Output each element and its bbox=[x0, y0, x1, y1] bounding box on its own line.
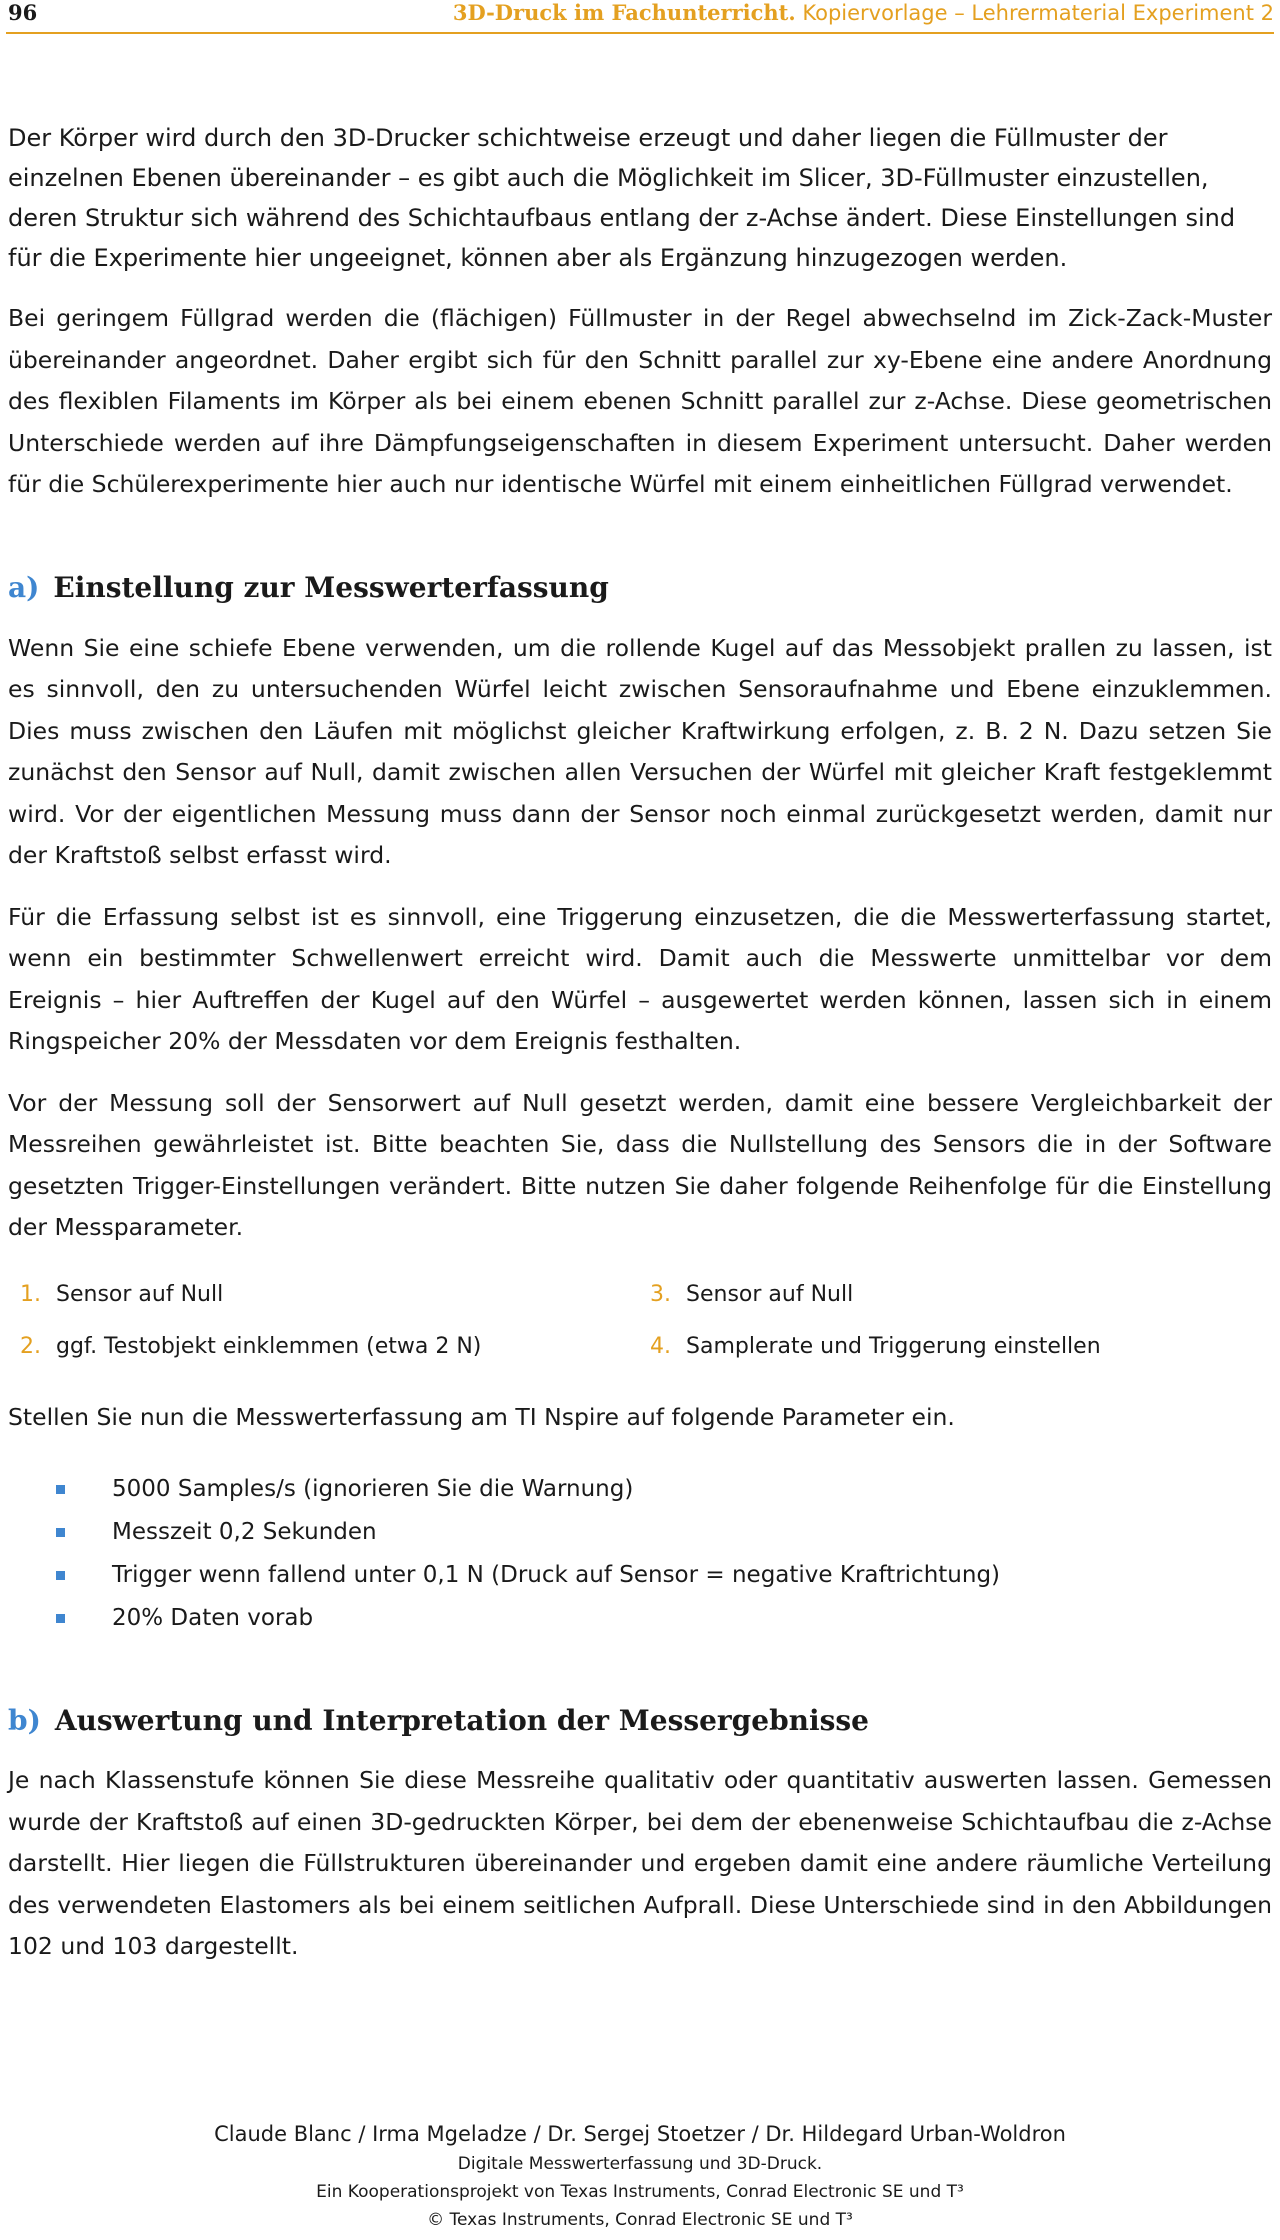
section-a-paragraph-1: Wenn Sie eine schiefe Ebene verwenden, um die rollende Kugel auf das Messobjekt prallen zu lassen, ist es sinnvoll, den zu untersuchenden Würfel leicht zwischen Sensoraufnahme und Ebene einzuklemmen. Dies muss zwischen den Läufen mit möglichst gleicher Kraftwirkung erfolgen, z. B. 2 N. Dazu setzen Sie zunächst den Sensor auf Null, damit zwischen allen Versuchen der Würfel mit gleicher Kraft festgeklemmt wird. Vor der eigentlichen Messung muss dann der Sensor noch einmal zurückgesetzt werden, damit nur der Kraftstoß selbst erfasst wird. bbox=[8, 633, 1272, 869]
list-item-text: 5000 Samples/s (ignorieren Sie die Warnung) bbox=[112, 1476, 634, 1502]
section-b-paragraph: Je nach Klassenstufe können Sie diese Messreihe qualitativ oder quantitativ auswerten lassen. Gemessen wurde der Kraftstoß auf einen 3D-gedruckten Körper, bei dem der ebenenweise Schichtaufbau die z-Achse darstellt. Hier liegen die Füllstrukturen übereinander und ergeben damit eine andere räumliche Verteilung des verwendeten Elastomers als bei einem seitlichen Aufprall. Diese Unterschiede sind in den Abbildungen 102 und 103 dargestellt. bbox=[8, 1766, 1272, 1960]
section-b-title: Auswertung und Interpretation der Messergebnisse bbox=[54, 1703, 869, 1737]
list-item bbox=[56, 1468, 1272, 1511]
step-text: Samplerate und Triggerung einstellen bbox=[686, 1333, 1101, 1359]
footer-line-2: Digitale Messwerterfassung und 3D-Druck. bbox=[457, 2154, 823, 2174]
footer-authors: Claude Blanc / Irma Mgeladze / Dr. Sergej Stoetzer / Dr. Hildegard Urban-Woldron bbox=[214, 2122, 1066, 2146]
running-title-bold: 3D-Druck im Fachunterricht. bbox=[452, 0, 796, 25]
intro-paragraph-1: Der Körper wird durch den 3D-Drucker schichtweise erzeugt und daher liegen die Füllmuster der einzelnen Ebenen übereinander – es gibt auch die Möglichkeit im Slicer, 3D-Füllmuster einzustellen, deren Struktur sich während des Schichtaufbaus entlang der z-Achse ändert. Diese Einstellungen sind für die Experimente hier ungeeignet, können aber als Ergänzung hinzugezogen werden. bbox=[8, 124, 1236, 272]
step-item bbox=[8, 1327, 638, 1367]
bullet-square-icon bbox=[56, 1571, 65, 1580]
list-item-text: Messzeit 0,2 Sekunden bbox=[112, 1519, 377, 1545]
running-title-rest: Kopiervorlage – Lehrermaterial Experiment 2 bbox=[795, 1, 1274, 25]
params-intro: Stellen Sie nun die Messwerterfassung am TI Nspire auf folgende Parameter ein. bbox=[8, 1402, 955, 1431]
step-number: 3. bbox=[650, 1281, 671, 1307]
step-number: 2. bbox=[20, 1333, 41, 1359]
list-item-text: Trigger wenn fallend unter 0,1 N (Druck auf Sensor = negative Kraftrichtung) bbox=[112, 1562, 1001, 1588]
bullet-square-icon bbox=[56, 1614, 65, 1623]
params-list bbox=[8, 1468, 1272, 1640]
intro-paragraph-2: Bei geringem Füllgrad werden die (flächigen) Füllmuster in der Regel abwechselnd im Zick-Zack-Muster übereinander angeordnet. Daher ergibt sich für den Schnitt parallel zur xy-Ebene eine andere Anordnung des flexiblen Filaments im Körper als bei einem ebenen Schnitt parallel zur z-Achse. Diese geometrischen Unterschiede werden auf ihre Dämpfungseigenschaften in diesem Experiment untersucht. Daher werden für die Schülerexperimente hier auch nur identische Würfel mit einem einheitlichen Füllgrad verwendet. bbox=[8, 304, 1272, 498]
section-a-paragraph-2: Für die Erfassung selbst ist es sinnvoll, eine Triggerung einzusetzen, die die Messwerterfassung startet, wenn ein bestimmter Schwellenwert erreicht wird. Damit auch die Messwerte unmittelbar vor dem Ereignis – hier Auftreffen der Kugel auf den Würfel – ausgewertet werden können, lassen sich in einem Ringspeicher 20% der Messdaten vor dem Ereignis festhalten. bbox=[8, 902, 1272, 1055]
steps-list bbox=[8, 1275, 1272, 1367]
section-a-letter: a) bbox=[8, 571, 40, 604]
step-text: ggf. Testobjekt einklemmen (etwa 2 N) bbox=[56, 1333, 482, 1359]
step-item bbox=[638, 1275, 1238, 1315]
section-a-heading bbox=[8, 568, 1272, 608]
list-item bbox=[56, 1597, 1272, 1640]
list-item-text: 20% Daten vorab bbox=[112, 1605, 314, 1631]
step-number: 4. bbox=[650, 1333, 671, 1359]
section-b-letter: b) bbox=[8, 1703, 41, 1737]
footer-copyright: © Texas Instruments, Conrad Electronic SE und T³ bbox=[427, 2210, 853, 2230]
step-text: Sensor auf Null bbox=[56, 1281, 224, 1307]
header-rule bbox=[6, 32, 1274, 34]
bullet-square-icon bbox=[56, 1528, 65, 1537]
bullet-square-icon bbox=[56, 1485, 65, 1494]
section-b-heading bbox=[8, 1700, 1272, 1740]
running-title bbox=[453, 0, 1274, 25]
page-header bbox=[6, 0, 1274, 30]
section-a-paragraph-3: Vor der Messung soll der Sensorwert auf Null gesetzt werden, damit eine bessere Vergleichbarkeit der Messreihen gewährleistet ist. Bitte beachten Sie, dass die Nullstellung des Sensors die in der Software gesetzten Trigger-Einstellungen verändert. Bitte nutzen Sie daher folgende Reihenfolge für die Einstellung der Messparameter. bbox=[8, 1088, 1272, 1241]
step-item bbox=[638, 1327, 1238, 1367]
footer-line-3: Ein Kooperationsprojekt von Texas Instruments, Conrad Electronic SE und T³ bbox=[316, 2182, 964, 2202]
section-a-title: Einstellung zur Messwerterfassung bbox=[53, 571, 609, 604]
page-number: 96 bbox=[8, 0, 38, 25]
list-item bbox=[56, 1554, 1272, 1597]
step-item bbox=[8, 1275, 638, 1315]
page-footer bbox=[0, 2118, 1280, 2234]
list-item bbox=[56, 1511, 1272, 1554]
step-number: 1. bbox=[20, 1281, 41, 1307]
main-content bbox=[8, 118, 1272, 1968]
step-text: Sensor auf Null bbox=[686, 1281, 854, 1307]
